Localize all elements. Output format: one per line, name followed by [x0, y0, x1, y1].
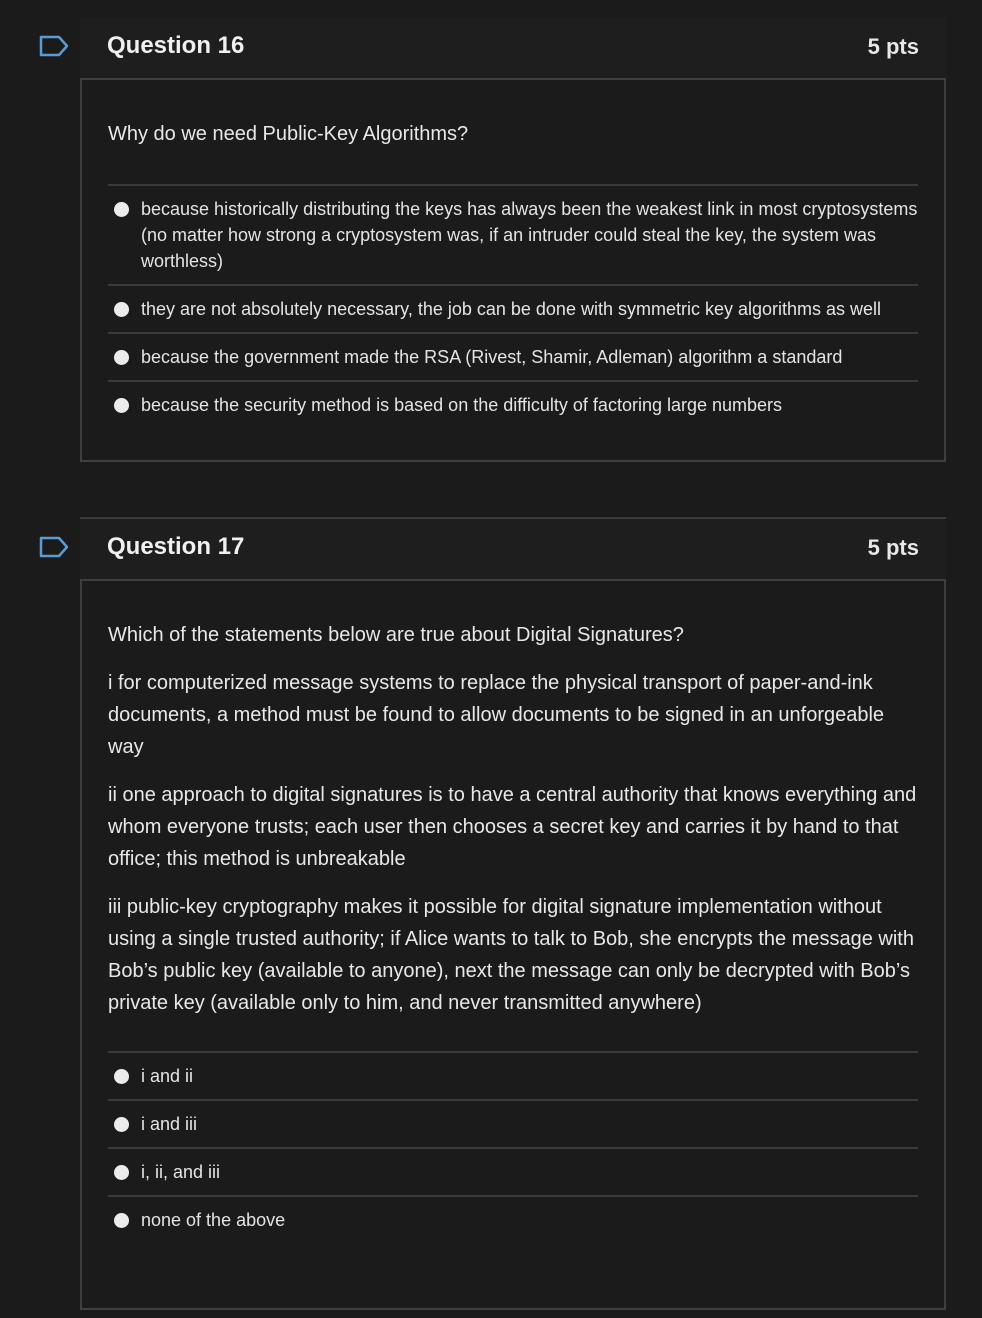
answer-option[interactable]	[108, 286, 918, 334]
question-body	[80, 78, 946, 462]
question-17	[80, 517, 946, 1310]
answer-option[interactable]	[108, 1053, 918, 1101]
question-prompt: Why do we need Public-Key Algorithms?	[108, 123, 469, 145]
answer-option[interactable]	[108, 1101, 918, 1149]
answer-label: because the government made the RSA (Rivest, Shamir, Adleman) algorithm a standard	[141, 347, 843, 367]
answer-option[interactable]	[108, 186, 918, 286]
radio-button[interactable]	[114, 1117, 129, 1132]
statement-iii: iii public-key cryptography makes it possible for digital signature implementation without using a single trusted authority; if Alice wants to talk to Bob, she encrypts the message with Bob’s public key (available to anyone), next the message can only be decrypted with Bob’s private key (available only to him, and never transmitted anywhere)	[108, 896, 914, 1014]
statement-ii: ii one approach to digital signatures is to have a central authority that knows everything and whom everyone trusts; each user then chooses a secret key and carries it by hand to that office; this method is unbreakable	[108, 784, 917, 870]
question-title: Question 16	[107, 32, 245, 59]
radio-button[interactable]	[114, 202, 129, 217]
answer-label: i and iii	[141, 1114, 198, 1134]
question-points: 5 pts	[867, 34, 919, 59]
question-header	[80, 18, 946, 78]
radio-button[interactable]	[114, 350, 129, 365]
radio-button[interactable]	[114, 302, 129, 317]
answer-option[interactable]	[108, 1197, 918, 1243]
flag-question-icon[interactable]	[38, 34, 70, 58]
radio-button[interactable]	[114, 1069, 129, 1084]
question-16	[80, 18, 946, 462]
answer-label: because the security method is based on the difficulty of factoring large numbers	[141, 395, 783, 415]
answer-list	[108, 184, 918, 428]
radio-button[interactable]	[114, 1213, 129, 1228]
answer-option[interactable]	[108, 334, 918, 382]
answer-label: none of the above	[141, 1210, 286, 1230]
answer-label: because historically distributing the keys has always been the weakest link in most cryptosystems (no matter how strong a cryptosystem was, if an intruder could steal the key, the system was worthless)	[141, 199, 918, 271]
answer-label: they are not absolutely necessary, the job can be done with symmetric key algorithms as well	[141, 299, 882, 319]
question-points: 5 pts	[867, 535, 919, 560]
radio-button[interactable]	[114, 398, 129, 413]
question-header	[80, 517, 946, 579]
statement-i: i for computerized message systems to replace the physical transport of paper-and-ink documents, a method must be found to allow documents to be signed in an unforgeable way	[108, 672, 885, 758]
flag-question-icon[interactable]	[38, 535, 70, 559]
answer-option[interactable]	[108, 382, 918, 428]
answer-label: i, ii, and iii	[141, 1162, 221, 1182]
answer-option[interactable]	[108, 1149, 918, 1197]
answer-list	[108, 1051, 918, 1243]
question-title: Question 17	[107, 533, 245, 560]
question-body	[80, 579, 946, 1310]
radio-button[interactable]	[114, 1165, 129, 1180]
answer-label: i and ii	[141, 1066, 194, 1086]
question-prompt: Which of the statements below are true about Digital Signatures?	[108, 624, 684, 646]
